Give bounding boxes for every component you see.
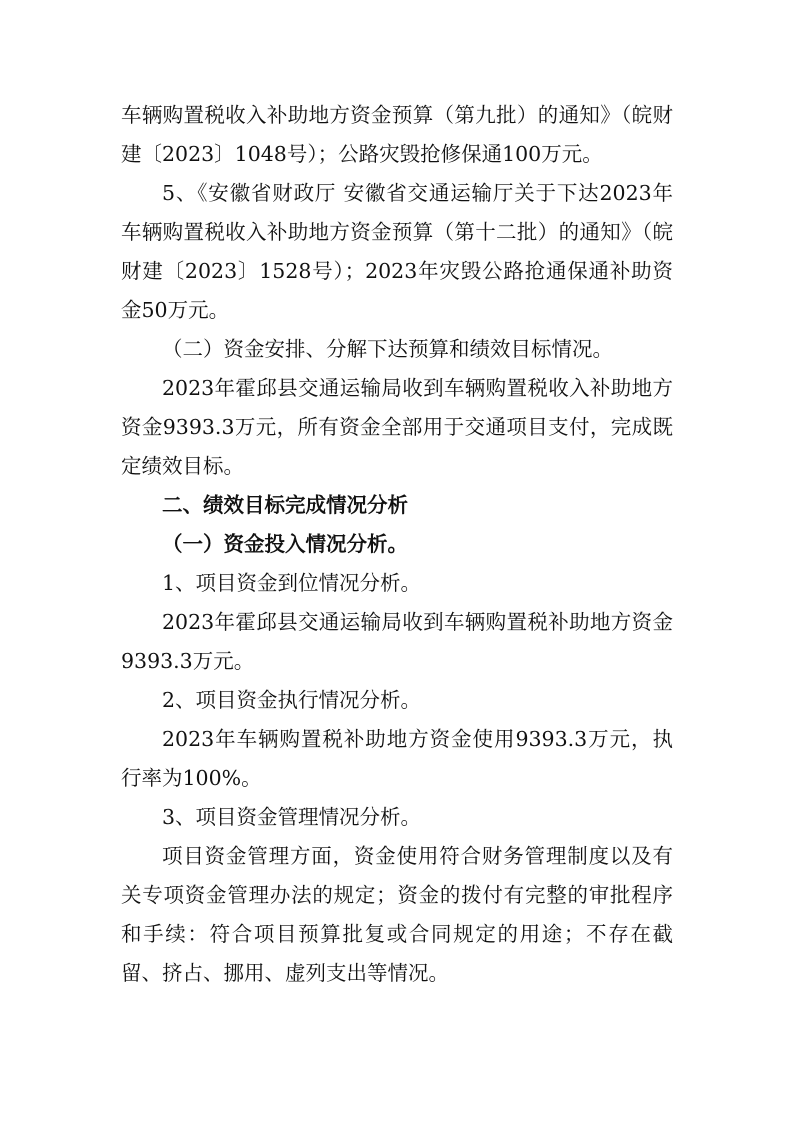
paragraph-item-1: 1、项目资金到位情况分析。 — [162, 571, 422, 595]
paragraph-item-5: 5、《安徽省财政厅 安徽省交通运输厅关于下达2023年车辆购置税收入补助地方资金预算（第十二批）的通知》（皖财建〔2023〕1528号）；2023年灾毁公路抢通保通补助资金50万元。 — [121, 181, 673, 322]
paragraph-funds-management: 项目资金管理方面，资金使用符合财务管理制度以及有关专项资金管理办法的规定；资金的拨付有完整的审批程序和手续：符合项目预算批复或合同规定的用途；不存在截留、挤占、挪用、虚列支出等情况。 — [121, 844, 673, 985]
section-heading-2: 二、绩效目标完成情况分析 — [162, 493, 408, 517]
paragraph-execution-rate: 2023年车辆购置税补助地方资金使用9393.3万元，执行率为100%。 — [121, 727, 673, 790]
paragraph-item-2: 2、项目资金执行情况分析。 — [162, 688, 422, 712]
paragraph-funds-summary: 2023年霍邱县交通运输局收到车辆购置税收入补助地方资金9393.3万元，所有资金全部用于交通项目支付，完成既定绩效目标。 — [121, 376, 673, 478]
paragraph-item-3: 3、项目资金管理情况分析。 — [162, 805, 422, 829]
subsection-heading-1: （一）资金投入情况分析。 — [162, 532, 408, 556]
paragraph-section-2-of-1: （二）资金安排、分解下达预算和绩效目标情况。 — [162, 337, 613, 361]
paragraph-funds-received: 2023年霍邱县交通运输局收到车辆购置税补助地方资金9393.3万元。 — [121, 610, 673, 673]
paragraph-continuation: 车辆购置税收入补助地方资金预算（第九批）的通知》（皖财建〔2023〕1048号）；公路灾毁抢修保通100万元。 — [121, 103, 673, 166]
document-body — [121, 96, 673, 993]
